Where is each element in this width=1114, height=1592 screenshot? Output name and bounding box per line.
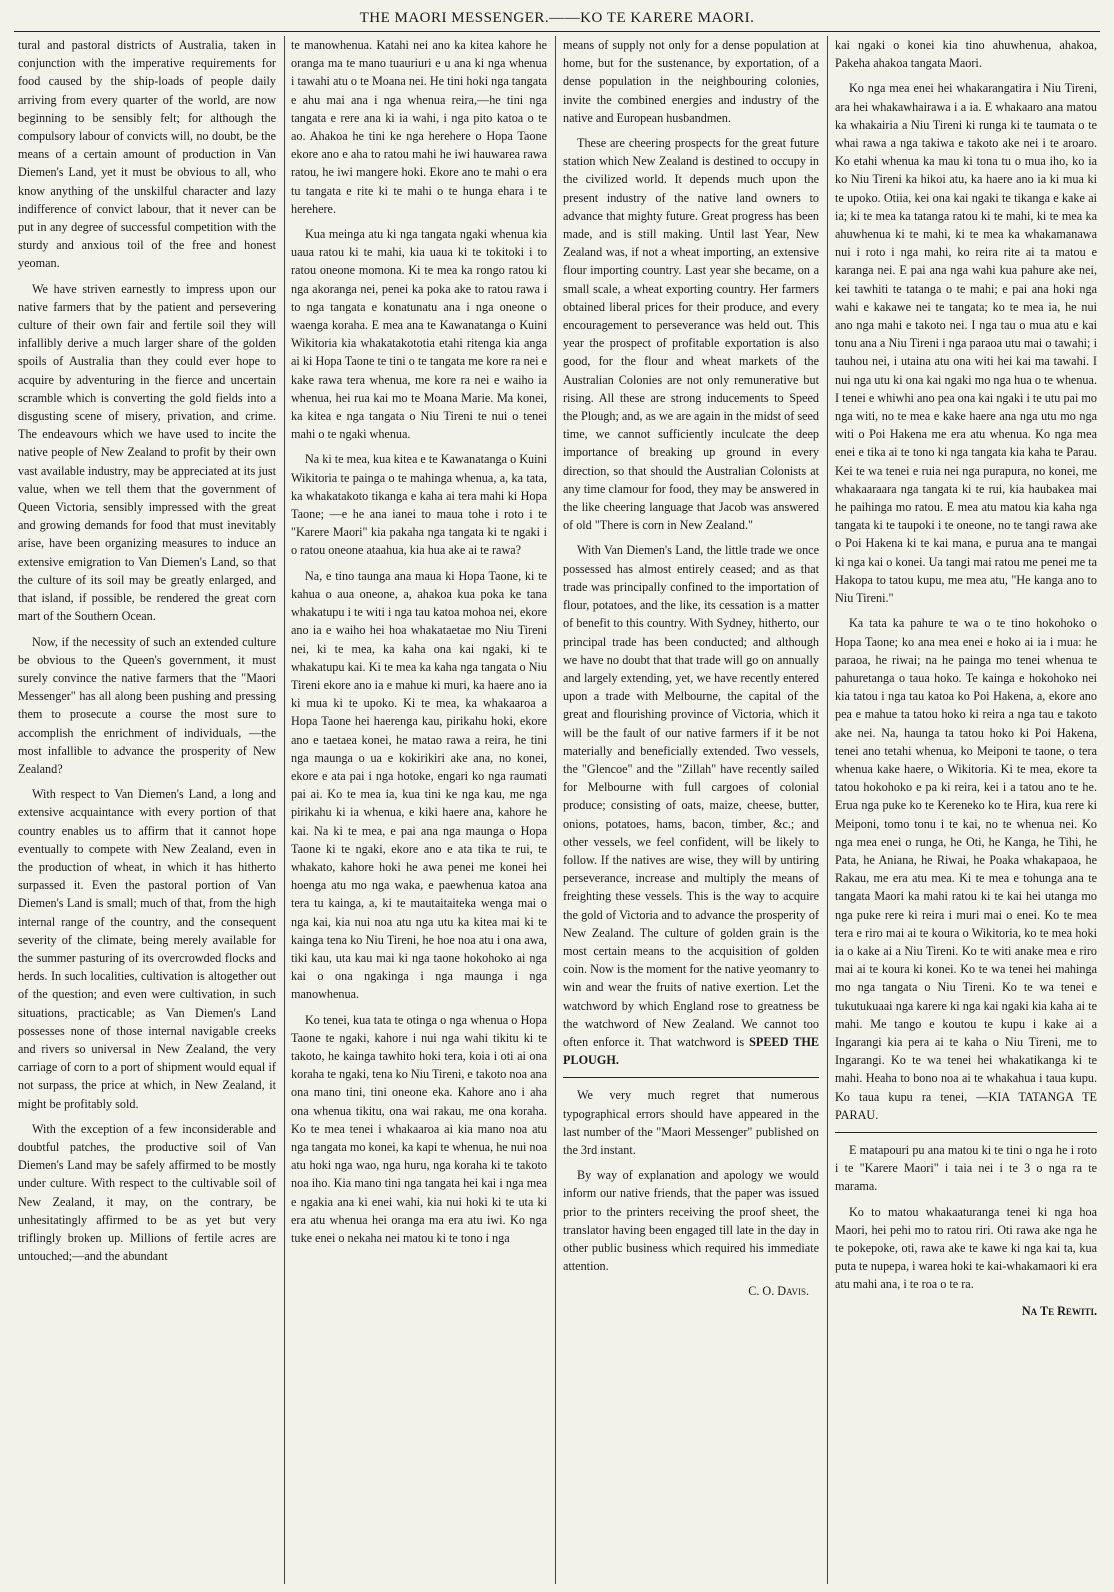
paragraph-text: With Van Diemen's Land, the little trade we once possessed has almost entirely ceased; and as that trade was principally confined to the importation of flour, potatoes, and the like, its cessation is a matter of benefit to this country. With Sydney, hitherto, our principal trade has been conducted; and although we have no doubt that that trade will go on annually and largely extending, yet, we have recently entered upon a trade with Melbourne, the capital of the great and flourishing province of Victoria, which it will be the fault of our native farmers if it be not materially and beneficially extended. Two vessels, the "Glencoe" and the "Zillah" have recently sailed for Melbourne with full cargoes of colonial produce; consisting of oats, maize, cheese, butter, onions, potatoes, hams, bacon, timber, &c.; and other vessels, we feel confident, will be likely to follow. If the natives are wise, they will by untiring perseverance, increase and multiply the means of freighting these vessels. This is the way to acquire the gold of Victoria and to advance the prosperity of New Zealand. The culture of golden grain is the most certain means to the acquisition of golden coin. Now is the moment for the native yeomanry to win and wear the fruits of native exertion. Let the watchword by which England rose to greatness be the watchword of New Zealand. We cannot too often enforce it. That watchword is	[563, 543, 819, 1049]
paragraph: With the exception of a few inconsiderable and doubtful patches, the productive soil of Van Diemen's Land may be safely affirmed to be mostly under culture. With respect to the cultivable soil of New Zealand, it may, on the contrary, be unhesitatingly affirmed to be as yet but very triflingly broken up. Millions of fertile acres are untouched;—and the abundant	[18, 1121, 276, 1264]
column-rule	[827, 36, 828, 1584]
column-4-maori	[835, 36, 1097, 1584]
paragraph: With respect to Van Diemen's Land, a long and extensive acquaintance with every portion of that country enables us to affirm that it cannot hope eventually to compete with New Zealand, even in the production of wheat, in which it has hitherto surpassed it. Even the pastoral portion of Van Diemen's Land is small; much of that, from the high internal range of the country, and the consequent severity of the climate, being merely available for the summer pasturing of its overcrowded flocks and herds. In such localities, cultivation is altogether out of the question; and even were cultivation, in such situations, practicable; as Van Diemen's Land possesses none of those internal navigable creeks and rivers so universal in New Zealand, the very carriage of corn to a port of shipment would equal if not surpass, the price at which, in New Zealand, it might be profitably sold.	[18, 787, 276, 1111]
paragraph: kai ngaki o konei kia tino ahuwhenua, ahakoa, Pakeha ahakoa tangata Maori.	[835, 38, 1097, 71]
section-divider	[563, 1077, 819, 1078]
paragraph: te manowhenua. Katahi nei ano ka kitea kahore he oranga ma te mano tuauriuri e u ana ki nga whenua i tawahi atu o te Moana nei. He tini hoki nga tangata e ahu mai ana i nga whenua reira,—he tini nga tangata e rere ana ki ia wahi, i nga pito katoa o te ao. Ahakoa he tini ke nga herehere o Hopa Taone ekore ano e aha to ratou mahi he iwi hauwarea rawa ratou, he iwi mangere hoki. Ekore ano te mahi o era tu tangata e rite ki te mahi o te hunga ehara i te herehere.	[291, 38, 547, 216]
paragraph	[835, 614, 1097, 1124]
speed-the-plough: SPEED THE PLOUGH.	[563, 1034, 819, 1068]
paragraph: tural and pastoral districts of Australia, taken in conjunction with the imperative requirements for food caused by the ship-loads of people daily arriving from every quarter of the world, are now beginning to be sensibly felt; for although the compulsory labour of convicts will, no doubt, be the means of a certain amount of production in Van Diemen's Land, yet it must be obvious to all, who know anything of the unskilful character and lazy indifference of convict labour, that it never can be put in any degree of successful competition with the sturdy and anxious toil of the free and honest yeoman.	[18, 38, 276, 271]
section-divider	[835, 1132, 1097, 1133]
paragraph: Now, if the necessity of such an extended culture be obvious to the Queen's government, it must surely convince the native farmers that the "Maori Messenger" has all along been pushing and pressing them to prosecute a course the most sure to accomplish the enrichment of individuals, —the most infallible to advance the prosperity of New Zealand?	[18, 634, 276, 776]
paragraph-text: Ka tata ka pahure te wa o te tino hokohoko o Hopa Taone; ko ana mea enei e hoko ai ia i mua: he paraoa, he riwai; na he painga mo tenei whenua te pahuretanga o taua hoko. Te kainga e hokohoko nei kia tatou i nga tau katoa ko Poi Hakena, a, ekore ano pea e mahue ta tatou hoko ki reira a nga tau e takoto ake nei. Na, haunga ta tatou hoko ki Poi Hakena, tenei ano tetahi whenua, ko Meiponi te taone, o tera whenua kake haere, o Wikitoria. Ki te mea, ekore ta tatou hokohoko e pa ki reira, kei i a tatou ano te he. Erua nga puke ko te Kereneko ko te Hira, kua rere ki Meiponi, tomo tonu i te kai, no te whenua nei. Ko nga mea enei o runga, he Oti, he Kanga, he Tihi, he Pata, he Aniana, he Riwai, he Poaka whakapaoa, he Rakau, me era atu mea. Ki te mea e tohunga ana te tangata Maori ka mahi ratou ki te kai hei utanga mo nga puke rere ki reira i muri mai o enei. Ko te mea tera e riro mai ai te koura o Wikitoria, ko te mea hoki ia o kake ai a Niu Tireni. Ko te witi anake mea e riro mai ai te koura ki konei. Ko te wa tenei hei mahinga mo nga tangata o Niu Tireni. Ko te wa tenei e tukutukuaai nga karere ki nga kai ngaki kia kaha ai te mahi. Me tango e koutou te kupu i kake ai a Ingarangi kia pera ai te kaha o Niu Tireni, me to Ingarangi. Ko te wa tenei hei whakatikanga ki te mahi. Heaha to bono noa ai te whakahua i taua kupu. Ko taua kupu ra tenei,	[835, 616, 1097, 1104]
paragraph: Kua meinga atu ki nga tangata ngaki whenua kia uaua ratou ki te mahi, kia uaua ki te tokitoki i to ratou oneone momona. Ki te mea ka rongo ratou ki nga akoranga nei, penei ka poka ake to ratou rawa i to nga tangata e konatunatu ana i nga oneone o waenga koraha. E mea ana te Kawanatanga o Kuini Wikitoria kia whakatakototia etahi ritenga kia anga ai ki Hopa Taone te tini o te tangata me kore ra nei e kake rawa tera whenua, me kore ra nei e waiho ia whenua, hei rua kai mo te Moana Marie. Ma konei, ka kitea e nga tangata o Niu Tireni te nui o tenei mahi o te ngaki whenua.	[291, 227, 547, 442]
column-2-maori	[291, 36, 547, 1584]
column-3-english	[563, 36, 819, 1584]
signature: C. O. Davis.	[748, 1284, 809, 1299]
paragraph: means of supply not only for a dense population at home, but for the sustenance, by exportation, of a dense population in the neighbouring colonies, invite the combined energies and industry of the native and European husbandmen.	[563, 38, 819, 125]
masthead: THE MAORI MESSENGER.——KO TE KARERE MAORI.	[14, 8, 1100, 32]
paragraph: By way of explanation and apology we would inform our native friends, that the paper was issued prior to the printers receiving the proof sheet, the translator having been engaged till late in the day in other public business which required his immediate attention.	[563, 1168, 819, 1274]
errata-notice: We very much regret that numerous typographical errors should have appeared in the last number of the "Maori Messenger" published on the 3rd instant.	[563, 1088, 819, 1157]
kia-tatanga-te-parau: —KIA TATANGA TE PARAU.	[835, 1089, 1097, 1122]
column-1-english	[18, 36, 276, 1584]
paragraph: Ko nga mea enei hei whakarangatira i Niu Tireni, ara hei whakawhairawa i a ia. E whakaaro ana matou ka whakairia a Niu Tireni ki runga ki te taumata o te whai rawa a nga takiwa e takoto ake nei i te aroaro. Ko etahi whenua ka mau ki tona tu o mua iho, ko ia ko Niu Tireni ka hikoi atu, ka haere ano ia ki mua ki te upoko. Otiia, kei ona kai ngaki te tikanga e kake ai ia; ki te mea ka tatanga ratou ki te mahi, ki te mea ka ahuwhenua ki te mahi, ki te mea ka whakamanawa nui i roto i nga mahi, ko reira rite ai ta matou e karanga nei. E pai ana nga wahi kua pahure ake nei, kei tawhiti te tatanga o te mahi; e pai ana hoki nga wahi e kakawe nei te tangata; ko te mea ia, he nui ano nga mahi e takoto nei. I nga tau o mua atu e kai tonu ana a Niu Tireni i nga paraoa utu mai o tawahi; i tauhou nei, i utaina atu ona witi hei kai ma tawahi. I nui nga utu ki ona kai ngaki mo nga hua o te whenua. I tenei e whiwhi ano pea ona kai ngaki i te utu pai mo nga witi, no te mea e kake haere ana nga utu mo nga witi o Poi Hakena me era atu whenua. Ko nga mea enei e tika ai te tono ki nga tangata kia kaha te Parau. Kei te wa tenei e ruia nei nga purapura, no konei, me whakaaraara nga tangata ki te rui, kia haubakea mai he paihinga mo ratou. E mea atu matou kia kaha nga tangata ki te taupoki i te oneone, no te tangi rawa ake o Poi Hakena ki te kai mana, e purua ana te mangai ki nga kai o konei. Ua tangi mai ratou me penei me ta Hakopa to tatou kupu, me mea atu, "He kanga ano to Niu Tireni."	[835, 81, 1097, 606]
paragraph: Na ki te mea, kua kitea e te Kawanatanga o Kuini Wikitoria te painga o te mahinga whenua, a, ka tata, ka whakatakoto tikanga e kaha ai tera mahi ki Hopa Taone; —e he ana ianei to maua tohe i roto i te "Karere Maori" kia pakaha nga tangata ki te ngaki i o ratou oneone ataahua, kia hua ake ai te rawa?	[291, 452, 547, 558]
signature: Na Te Rewiti.	[1021, 1303, 1097, 1318]
paragraph: Ko to matou whakaaturanga tenei ki nga hoa Maori, hei pehi mo to ratou riri. Oti rawa ake nga he te pokepoke, oti, rawa ake te kawe ki nga kai ta, kua puta te nupepa, i warea hoki te kai-whakamaori ki era atu mahi ana, i te roa o te ra.	[835, 1204, 1097, 1292]
paragraph: Ko tenei, kua tata te otinga o nga whenua o Hopa Taone te ngaki, kahore i nui nga wahi tikitu ki te takoto, he kainga tawhito hoki tera, koia i oti ai ona koraha te ngaki, tena ko Niu Tireni, e takoto noa ana ona mano tini, tini oneone eka. Kahore ano i aha ona whenua tikitu, ona wai rakau, me ona koraha. Ko te mea tenei i whakaaroa ai kia mano noa atu nga tangata mo konei, ka kapi te whenua, he nui noa atu hoki nga wao, nga huru, nga koraha ki te takoto noa iho. Kia mano tini nga tangata hei kai i nga mea e ngakia ana ki enei wahi, kia nui hoki ki te uta ki era atu whenua hei oranga ma era atu iwi. Ko nga tuke enei o nekaha nei matou ki te tono i nga	[291, 1012, 547, 1245]
paragraph: These are cheering prospects for the great future station which New Zealand is destined to occupy in the civilized world. It depends much upon the present industry of the native land owners to advance that mighty future. Great progress has been made, and is still making. Until last Year, New Zealand was, if not a wheat importing, an extensive flour importing country. Last year she became, on a small scale, a wheat exporting country. Her farmers obtained liberal prices for their produce, and every encouragement to perseverance was held out. This year the prospect of profitable exportation is also good, for the flour and wheat markets of the Australian Colonies are not only remunerative but rising. All these are strong inducements to Speed the Plough; and, as we are again in the midst of seed time, we cannot sufficiently inculcate the deep importance of breaking up ground in every direction, so that should the Australian Colonists at any time clamour for food, they may be answered in the like cheering language that Jacob was answered of old "There is corn in New Zealand."	[563, 136, 819, 533]
columns	[14, 36, 1100, 1584]
column-rule	[284, 36, 285, 1584]
paragraph	[563, 541, 819, 1069]
errata-notice: E matapouri pu ana matou ki te tini o nga he i roto i te "Karere Maori" i taia nei i te 3 o nga ra te marama.	[835, 1142, 1097, 1194]
paragraph: Na, e tino taunga ana maua ki Hopa Taone, ki te kahua o aua oneone, a, ahakoa kua poka ke tana whakatupu i te witi i nga tau katoa mohoa nei, ekore ano ia e waiho hei hoa whakataetae mo Niu Tireni nei, ki te mea, ka kaha ona kai ngaki, ki te whakatupu kai. Ki te mea ka kaha nga tangata o Niu Tireni ekore ano ia e mahue ki muri, ka haere ano ia ki mua ki te upoko. Ki te mea, ka whakaaroa a Hopa Taone hei haerenga kau, pirikahu hoki, ekore ano e taetaea konei, he matao rawa a reira, he tini nga maunga o ua e kokirikiri ake ana, no konei, ekore e ata pai i nga hotoke, engari ko nga raumati pai ai. Ko te mea ia, kua tini ke nga kau, me nga pirikahu ki ia whenua, e kiki haere ana, kahore he kai. Na ki te mea, e pai ana nga maunga o Hopa Taone ki te ngaki, ekore ano e ata tika te rui, te whakato, kahore hoki he awa penei me konei hei hoenga atu mo nga waka, e paewhenua katoa ana tera tu kainga, a, ki te mautaitaiteka wenga mai o nga kai, kia nui noa atu nga utu ka kitea mai ki te kainga tena ko Niu Tireni, he hoe noa atu i ona awa, tiki kau, uta kau mai ki nga taone hokohoko ai nga kai o ona ngakinga i nga maunga i nga manowhenua.	[291, 568, 547, 1002]
paragraph: We have striven earnestly to impress upon our native farmers that by the patient and persevering culture of their own fair and fertile soil they will infallibly derive a much larger share of the golden spoils of Australia than they could ever hope to acquire by adventuring in the fierce and uncertain scramble which is converting the gold fields into a disgusting scene of misery, privation, and crime. The endeavours which we have used to incite the native people of New Zealand to profit by their own vast available industry, may be appreciated at its just value, when we tell them that the government of Queen Victoria, sensibly impressed with the great and growing demands for food that must inevitably arise, have been organizing measures to induce an extensive emigration to Van Diemen's Land, so that the culture of its soil may be greatly enlarged, and that island, if possible, be rendered the great corn mart of the Southern Ocean.	[18, 281, 276, 624]
column-rule	[555, 36, 556, 1584]
